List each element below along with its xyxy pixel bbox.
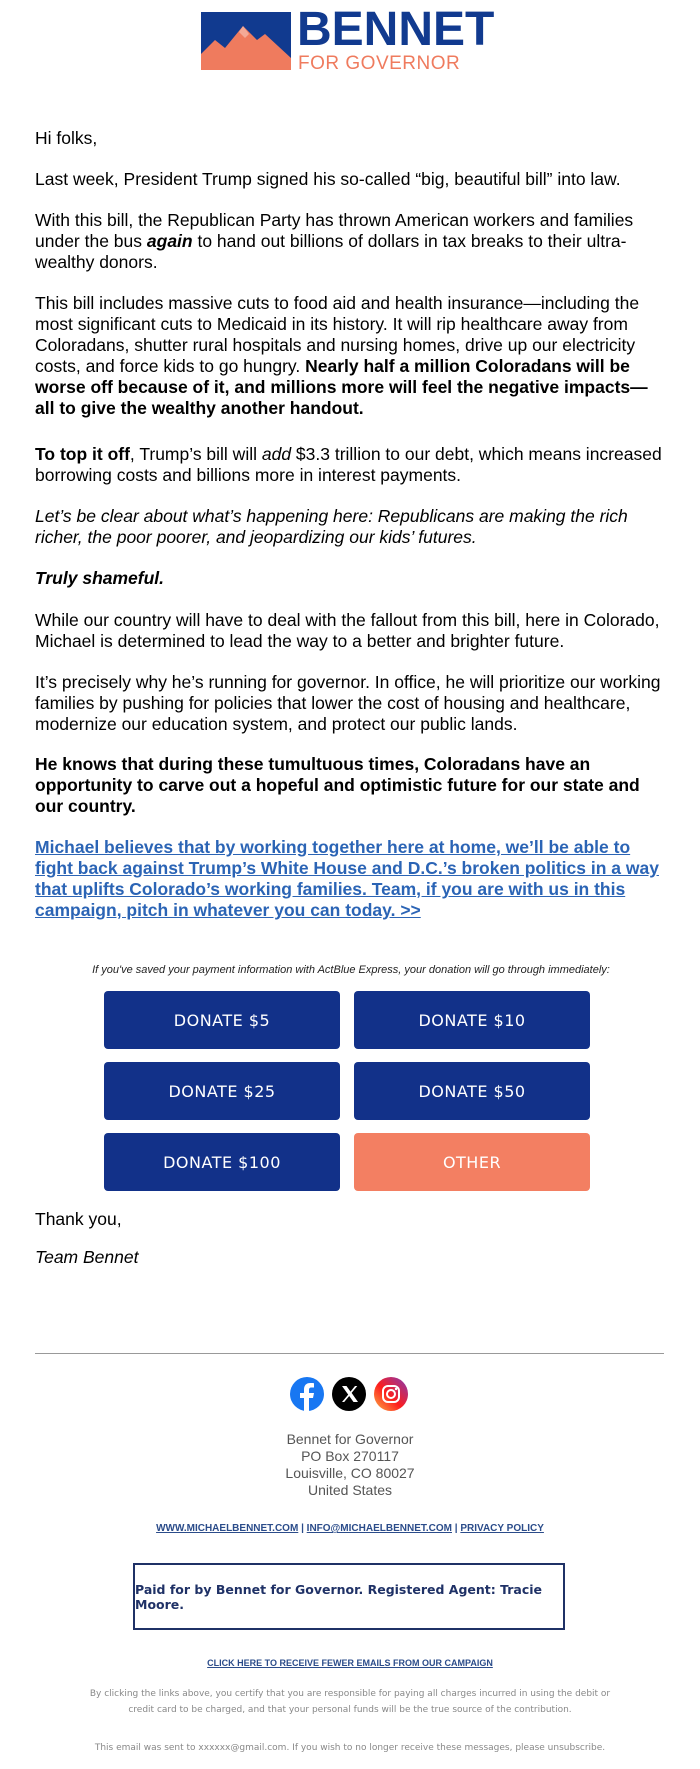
signature: Team Bennet [35, 1247, 139, 1267]
logo-wordmark: BENNET [297, 3, 495, 56]
legal-disclaimer: By clicking the links above, you certify that you are responsible for paying all charges incurred in using the debit or credit card to be charged, and that your personal funds will be the true source of the contribution. [89, 1689, 611, 1715]
logo-subtitle: FOR GOVERNOR [298, 53, 461, 74]
address-line-3: Louisville, CO 80027 [285, 1465, 415, 1481]
unsubscribe-notice: This email was sent to xxxxxx@gmail.com. If you wish to no longer receive these messages, please unsubscribe. [94, 1743, 606, 1753]
address-line-1: Bennet for Governor [286, 1431, 414, 1447]
x-icon[interactable] [332, 1377, 366, 1411]
paragraph-9: He knows that during these tumultuous times, Coloradans have an opportunity to carve out a hopeful and optimistic future for our state and our country. [35, 754, 640, 816]
paragraph-1: Last week, President Trump signed his so-called “big, beautiful bill” into law. [35, 169, 621, 189]
thanks: Thank you, [35, 1209, 122, 1229]
donate-5-button[interactable]: DONATE $5 [104, 991, 340, 1049]
donate-25-button[interactable]: DONATE $25 [104, 1062, 340, 1120]
paragraph-7: While our country will have to deal with the fallout from this bill, here in Colorado, Michael is determined to lead the way to a better and brighter future. [35, 610, 660, 651]
facebook-icon[interactable] [290, 1377, 324, 1411]
donate-100-button[interactable]: DONATE $100 [104, 1133, 340, 1191]
footer-divider [35, 1353, 664, 1354]
paragraph-8: It’s precisely why he’s running for governor. In office, he will prioritize our working families by pushing for policies that lower the cost of housing and healthcare, modernize our education system, and protect our public lands. [35, 672, 661, 734]
paragraph-4: To top it off, Trump’s bill will add $3.3 trillion to our debt, which means increased borrowing costs and billions more in interest payments. [35, 444, 662, 485]
address-line-4: United States [307, 1482, 393, 1498]
instagram-icon[interactable] [374, 1377, 408, 1411]
paragraph-2: With this bill, the Republican Party has thrown American workers and families under the bus again to hand out billions of dollars in tax breaks to their ultra-wealthy donors. [35, 210, 634, 272]
greeting: Hi folks, [35, 128, 98, 148]
donate-other-button[interactable]: OTHER [354, 1133, 590, 1191]
email-link[interactable]: INFO@MICHAELBENNET.COM [306, 1523, 452, 1534]
website-link[interactable]: WWW.MICHAELBENNET.COM [156, 1523, 299, 1534]
link-separator: | [454, 1523, 458, 1534]
paragraph-6: Truly shameful. [35, 568, 165, 588]
link-separator: | [301, 1523, 304, 1534]
donate-50-button[interactable]: DONATE $50 [354, 1062, 590, 1120]
address-line-2: PO Box 270117 [301, 1448, 399, 1464]
mountain-logo-icon [201, 4, 293, 74]
campaign-logo[interactable] [201, 4, 501, 74]
privacy-policy-link[interactable]: PRIVACY POLICY [460, 1523, 544, 1534]
actblue-express-note: If you've saved your payment information with ActBlue Express, your donation will go through immediately: [92, 964, 610, 976]
paragraph-3: This bill includes massive cuts to food aid and health insurance—including the most significant cuts to Medicaid in its history. It will rip healthcare away from Coloradans, shutter rural hospitals and nursing homes, drive up our electricity costs, and force kids to go hungry. Nearly half a million Coloradans will be worse off because of it, and millions more will feel the negative impacts—all to give the wealthy another handout. [35, 293, 648, 418]
paragraph-5: Let’s be clear about what’s happening here: Republicans are making the rich richer, the poor poorer, and jeopardizing our kids’ futures. [35, 506, 628, 547]
donate-10-button[interactable]: DONATE $10 [354, 991, 590, 1049]
donate-cta-link[interactable]: Michael believes that by working together here at home, we’ll be able to fight back against Trump’s White House and D.C.’s broken politics in a way that uplifts Colorado’s working families. Team, if you are with us in this campaign, pitch in whatever you can today. >> [35, 837, 659, 920]
fewer-emails-link[interactable]: CLICK HERE TO RECEIVE FEWER EMAILS FROM OUR CAMPAIGN [207, 1658, 493, 1668]
footer-links [0, 1523, 700, 1534]
paid-for-box: Paid for by Bennet for Governor. Registered Agent: Tracie Moore. [133, 1563, 565, 1630]
cta-paragraph [35, 837, 667, 921]
